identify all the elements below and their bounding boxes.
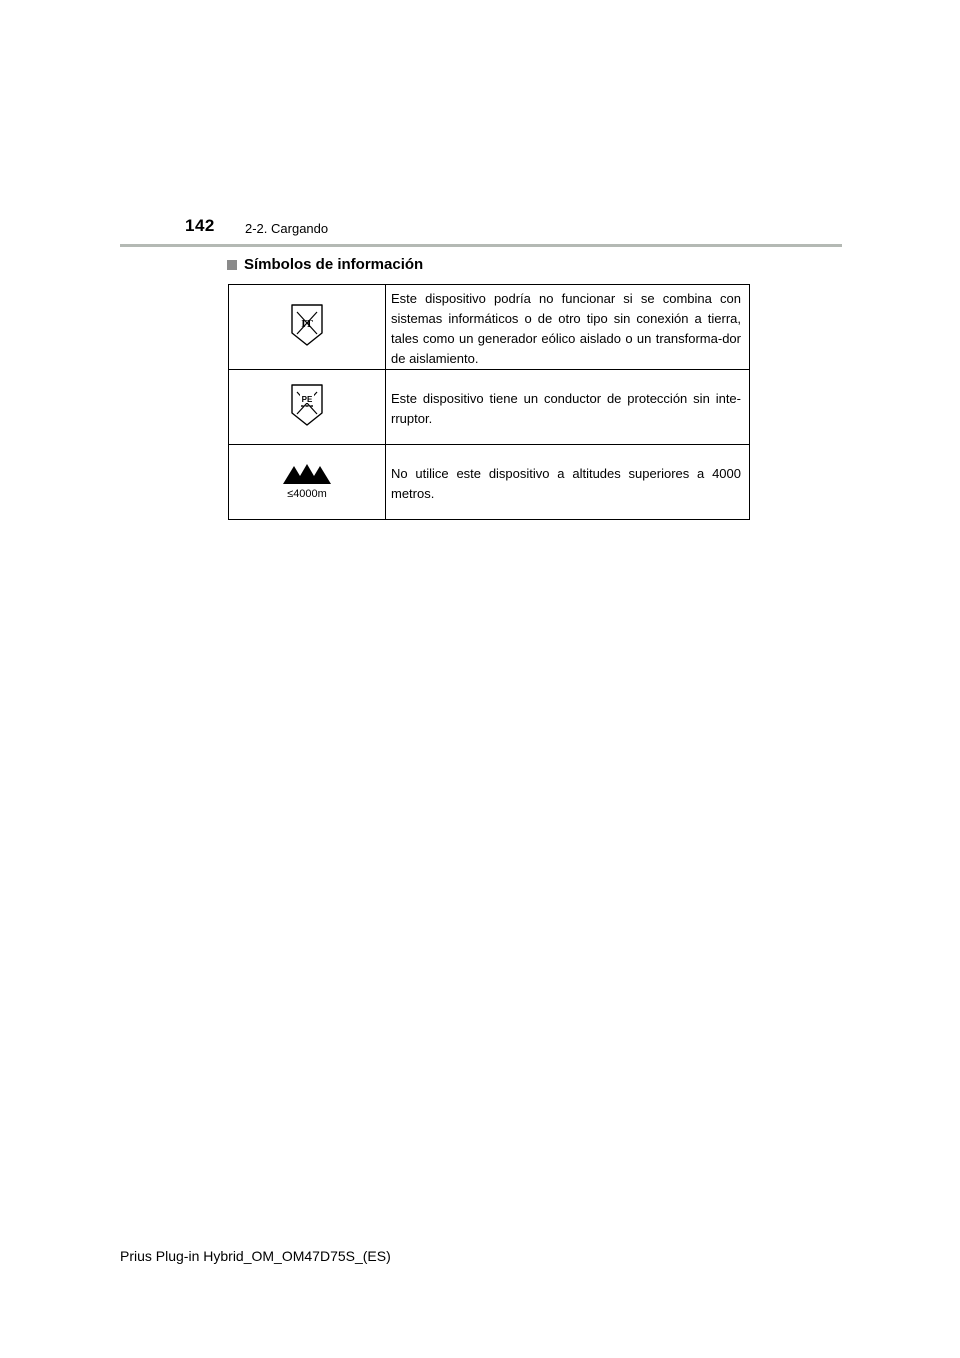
chapter-title: 2-2. Cargando: [245, 221, 329, 236]
symbol-description: Este dispositivo tiene un conductor de protección sin inte-rruptor.: [386, 370, 750, 445]
it-crossed-shield-icon: [290, 303, 324, 352]
section-heading: [227, 256, 423, 273]
symbol-description: Este dispositivo podría no funcionar si se combina con sistemas informáticos o de otro tipo sin conexión a tierra, tales como un generador eólico aislado o un transforma-dor de aislamiento.: [386, 285, 750, 370]
table-row: [229, 285, 750, 370]
square-bullet-icon: [227, 260, 237, 270]
symbol-cell: [229, 285, 386, 370]
document-id: Prius Plug-in Hybrid_OM_OM47D75S_(ES): [120, 1248, 391, 1264]
altitude-icon-label: ≤4000m: [287, 487, 327, 500]
pe-shield-icon: [290, 383, 324, 432]
table-row: [229, 370, 750, 445]
symbols-table: [228, 284, 750, 520]
header-divider: [120, 244, 842, 247]
table-row: [229, 445, 750, 520]
altitude-mountains-icon: [280, 460, 334, 505]
symbol-description: No utilice este dispositivo a altitudes superiores a 4000 metros.: [386, 445, 750, 520]
section-title-text: Símbolos de información: [244, 256, 424, 273]
page-number: 142: [185, 216, 215, 235]
pe-icon-label: PE: [301, 394, 313, 404]
it-icon-label: IT: [301, 317, 313, 330]
symbol-cell: [229, 445, 386, 520]
symbol-cell: [229, 370, 386, 445]
